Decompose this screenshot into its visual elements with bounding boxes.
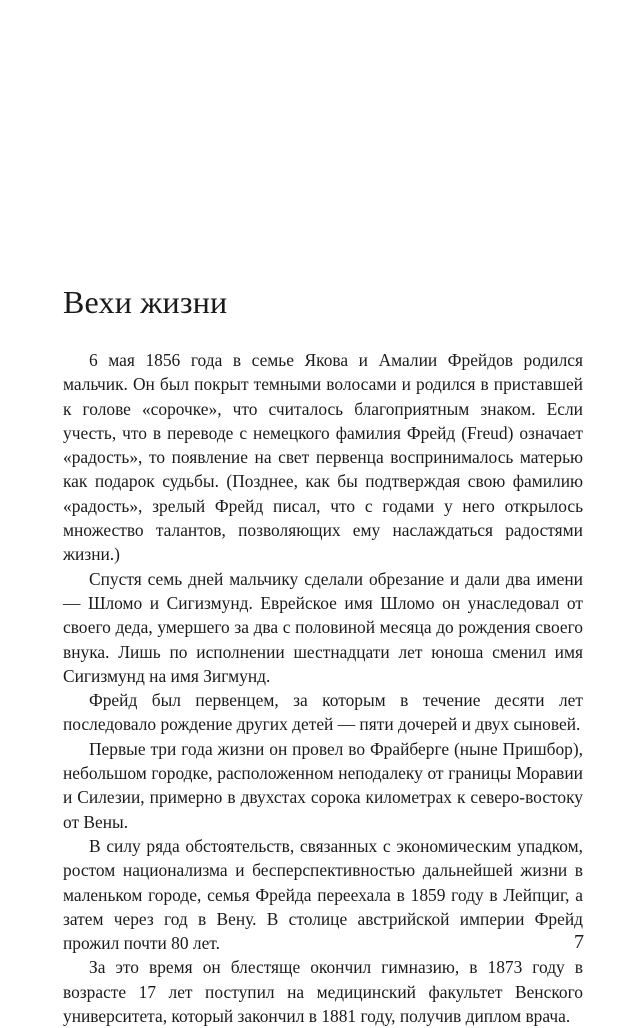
paragraph: Фрейд был первенцем, за которым в течение десяти лет последовало рождение других детей — пяти дочерей и двух сыновей. (63, 690, 583, 735)
page-number: 7 (574, 931, 584, 953)
paragraph: Первые три года жизни он провел во Фрайберге (ныне Пришбор), небольшом городке, расположенном неподалеку от границы Моравии и Силезии, примерно в двухстах сорока километрах к северо-востоку от Вены. (63, 738, 583, 832)
paragraph: За это время он блестяще окончил гимназию, в 1873 году в возрасте 17 лет поступил на медицинский факультет Венского университета, который закончил в 1881 году, получив диплом врача. (63, 957, 583, 1027)
chapter-title: Вехи жизни (63, 284, 228, 320)
paragraph: Спустя семь дней мальчику сделали обрезание и дали два имени — Шломо и Сигизмунд. Еврейское имя Шломо он унаследовал от своего деда, умершего за два с половиной месяца до рождения своего внука. Лишь по исполнении шестнадцати лет юноша сменил имя Сигизмунд на имя Зигмунд. (63, 568, 583, 686)
paragraph: В силу ряда обстоятельств, связанных с экономическим упадком, ростом национализма и бесперспективностью дальнейшей жизни в маленьком городе, семья Фрейда переехала в 1859 году в Лейпциг, а затем через год в Вену. В столице австрийской империи Фрейд прожил почти 80 лет. (63, 835, 583, 954)
paragraph: 6 мая 1856 года в семье Якова и Амалии Фрейдов родился мальчик. Он был покрыт темными волосами и родился в приставшей к голове «сорочке», что считалось благоприятным знаком. Если учесть, что в переводе с немецкого фамилия Фрейд (Freud) означает «радость», то появление на свет первенца воспринималось матерью как подарок судьбы. (Позднее, как бы подтверждая свою фамилию «радость», зрелый Фрейд писал, что с годами у него открылось множество талантов, позволяющих ему наслаждаться радостями жизни.) (63, 350, 583, 565)
body-text (63, 348, 583, 1028)
